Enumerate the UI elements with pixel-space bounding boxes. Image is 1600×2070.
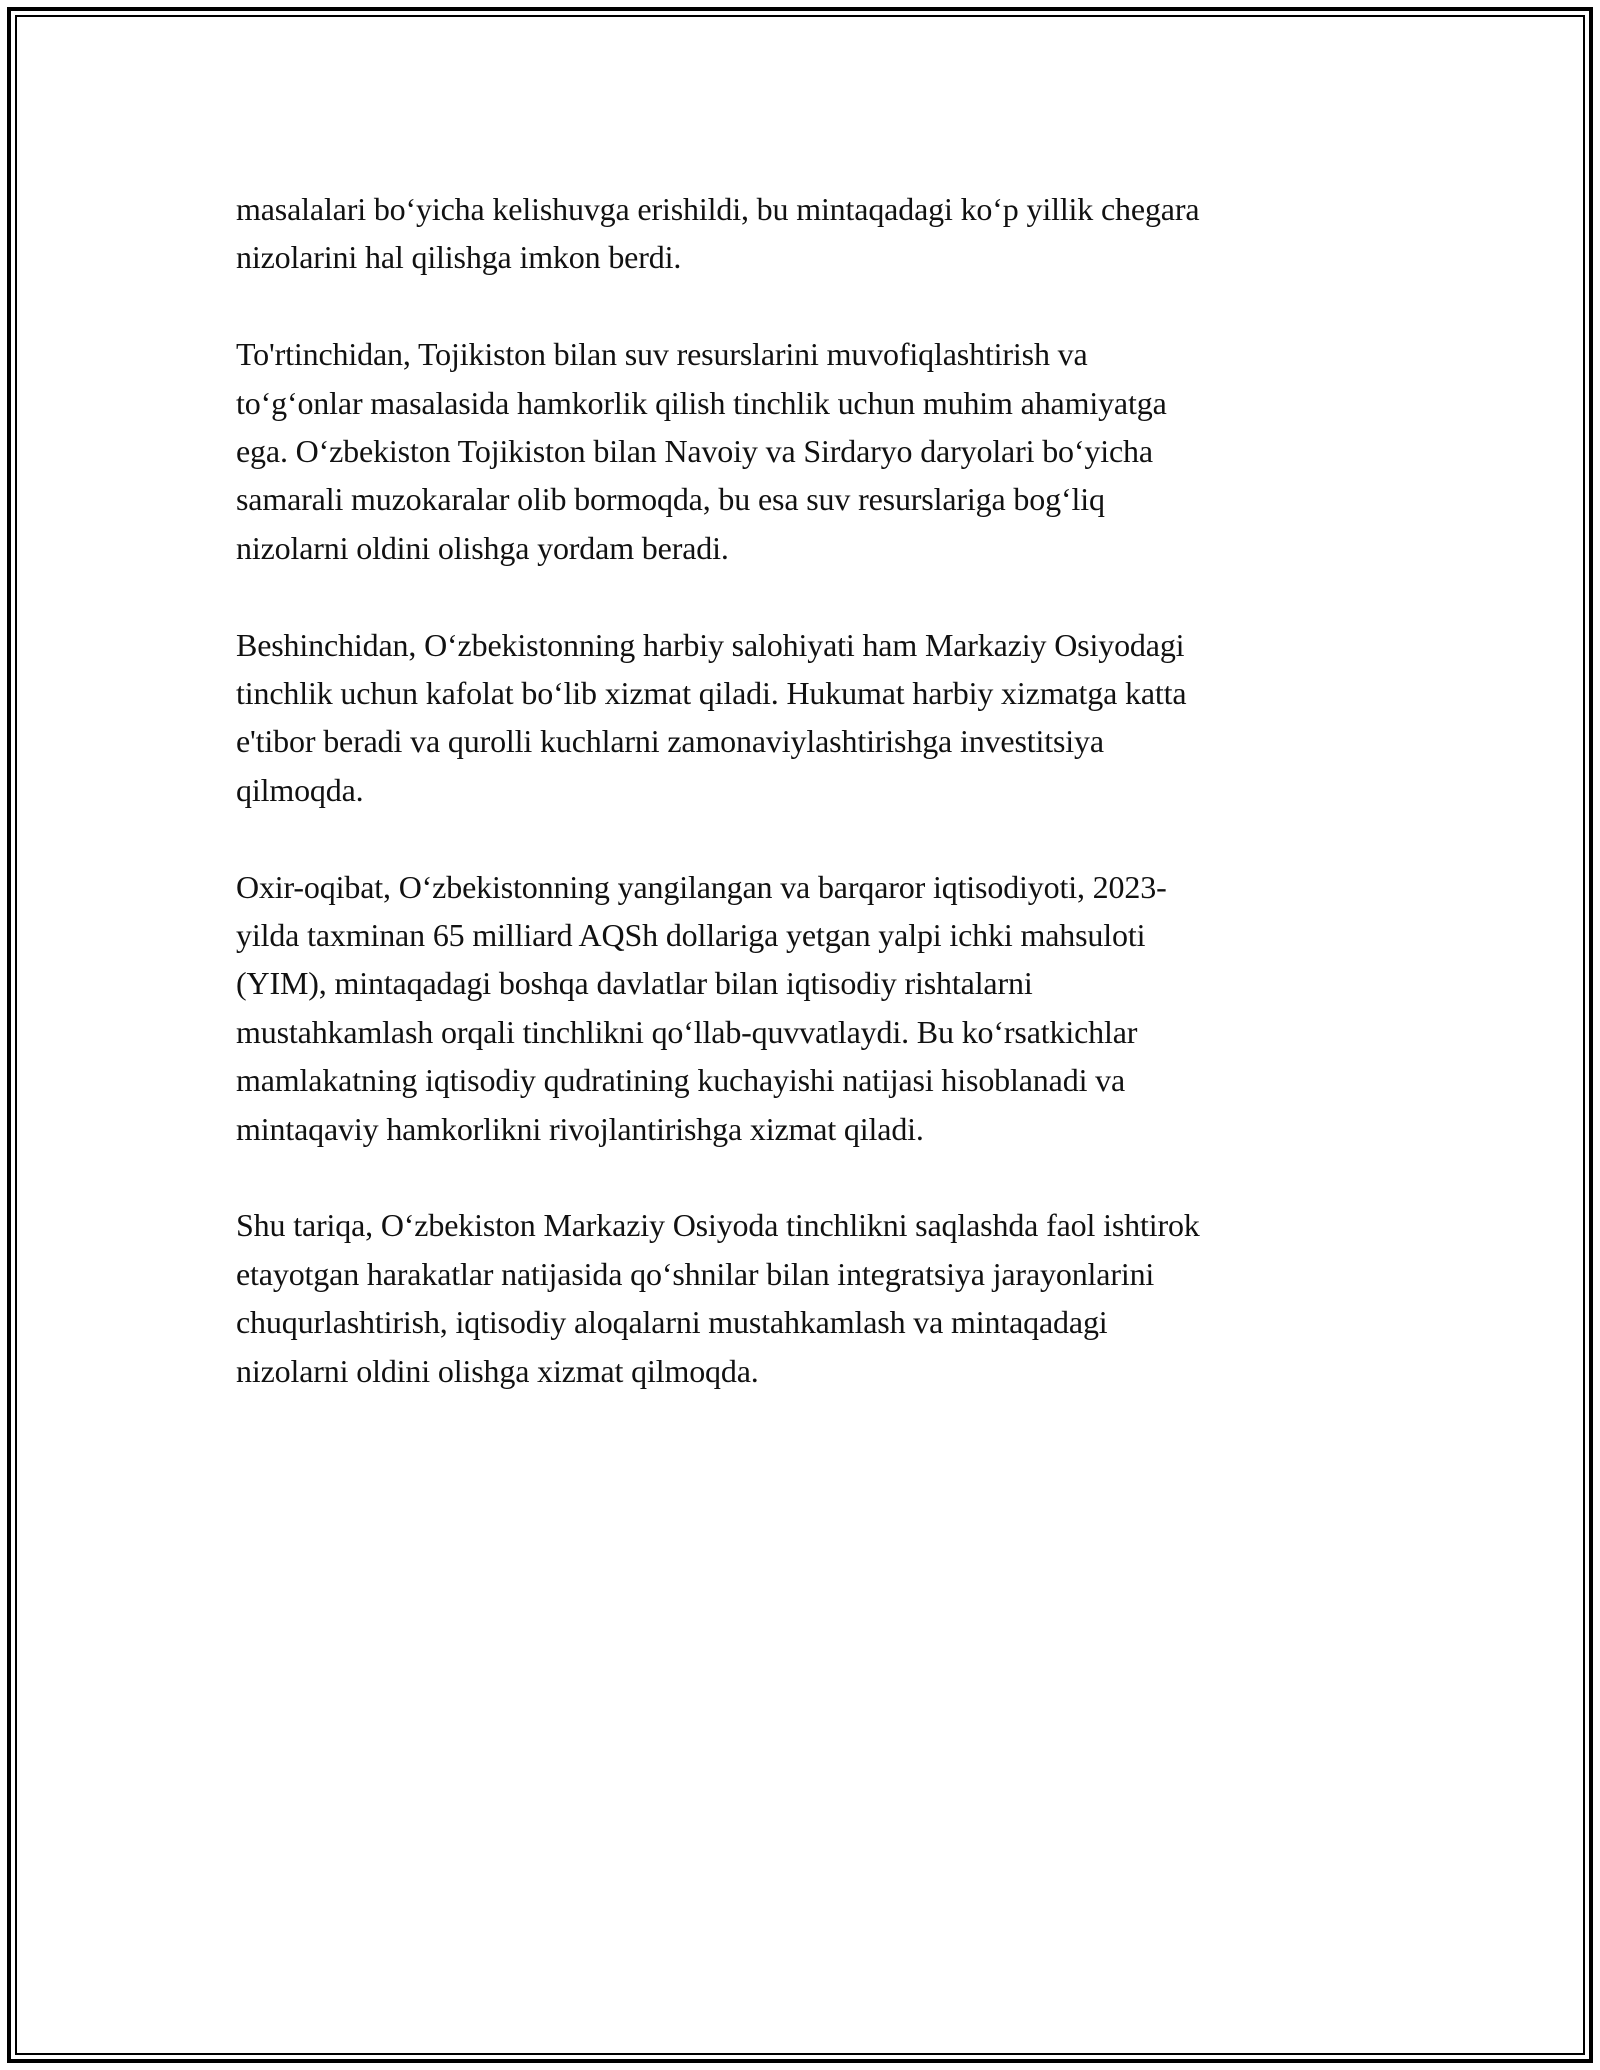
text-line: etayotgan harakatlar natijasida qo‘shnilar bilan integratsiya jarayonlarini xyxy=(236,1255,1155,1292)
text-line: qilmoqda. xyxy=(236,771,364,808)
text-line: nizolarini hal qilishga imkon berdi. xyxy=(236,239,682,276)
text-line: masalalari bo‘yicha kelishuvga erishildi, bu mintaqadagi ko‘p yillik chegara xyxy=(236,191,1200,227)
text-line: ega. O‘zbekiston Tojikiston bilan Navoiy va Sirdaryo daryolari bo‘yicha xyxy=(236,433,1153,470)
text-line: Shu tariqa, O‘zbekiston Markaziy Osiyoda tinchlikni saqlashda faol ishtirok xyxy=(236,1207,1200,1244)
paragraph-conclusion xyxy=(236,1201,1366,1395)
text-line: chuqurlashtirish, iqtisodiy aloqalarni mustahkamlash va mintaqadagi xyxy=(236,1304,1108,1341)
text-line: mustahkamlash orqali tinchlikni qo‘llab-quvvatlaydi. Bu ko‘rsatkichlar xyxy=(236,1013,1138,1050)
text-line: mintaqaviy hamkorlikni rivojlantirishga xizmat qiladi. xyxy=(236,1110,924,1147)
document-body xyxy=(236,185,1366,1443)
text-line: tinchlik uchun kafolat bo‘lib xizmat qiladi. Hukumat harbiy xizmatga katta xyxy=(236,675,1187,712)
text-line: nizolarni oldini olishga xizmat qilmoqda. xyxy=(236,1352,759,1389)
text-line: yilda taxminan 65 milliard AQSh dollariga yetgan yalpi ichki mahsuloti xyxy=(236,917,1146,954)
paragraph-economy xyxy=(236,863,1366,1153)
text-line: mamlakatning iqtisodiy qudratining kuchayishi natijasi hisoblanadi va xyxy=(236,1062,1126,1099)
text-line: (YIM), mintaqadagi boshqa davlatlar bilan iqtisodiy rishtalarni xyxy=(236,965,1033,1002)
text-line: To'rtinchidan, Tojikiston bilan suv resurslarini muvofiqlashtirish va xyxy=(236,336,1088,373)
text-line: to‘g‘onlar masalasida hamkorlik qilish tinchlik uchun muhim ahamiyatga xyxy=(236,384,1167,421)
text-line: e'tibor beradi va qurolli kuchlarni zamonaviylashtirishga investitsiya xyxy=(236,723,1104,760)
paragraph-water-resources xyxy=(236,330,1366,572)
text-line: nizolarni oldini olishga yordam beradi. xyxy=(236,529,729,566)
text-line: samarali muzokaralar olib bormoqda, bu esa suv resurslariga bog‘liq xyxy=(236,481,1105,518)
text-line: Beshinchidan, O‘zbekistonning harbiy salohiyati ham Markaziy Osiyodagi xyxy=(236,626,1185,663)
paragraph-border-agreement xyxy=(236,185,1366,282)
text-line: Oxir-oqibat, O‘zbekistonning yangilangan va barqaror iqtisodiyoti, 2023- xyxy=(236,868,1167,905)
paragraph-military-potential xyxy=(236,621,1366,815)
